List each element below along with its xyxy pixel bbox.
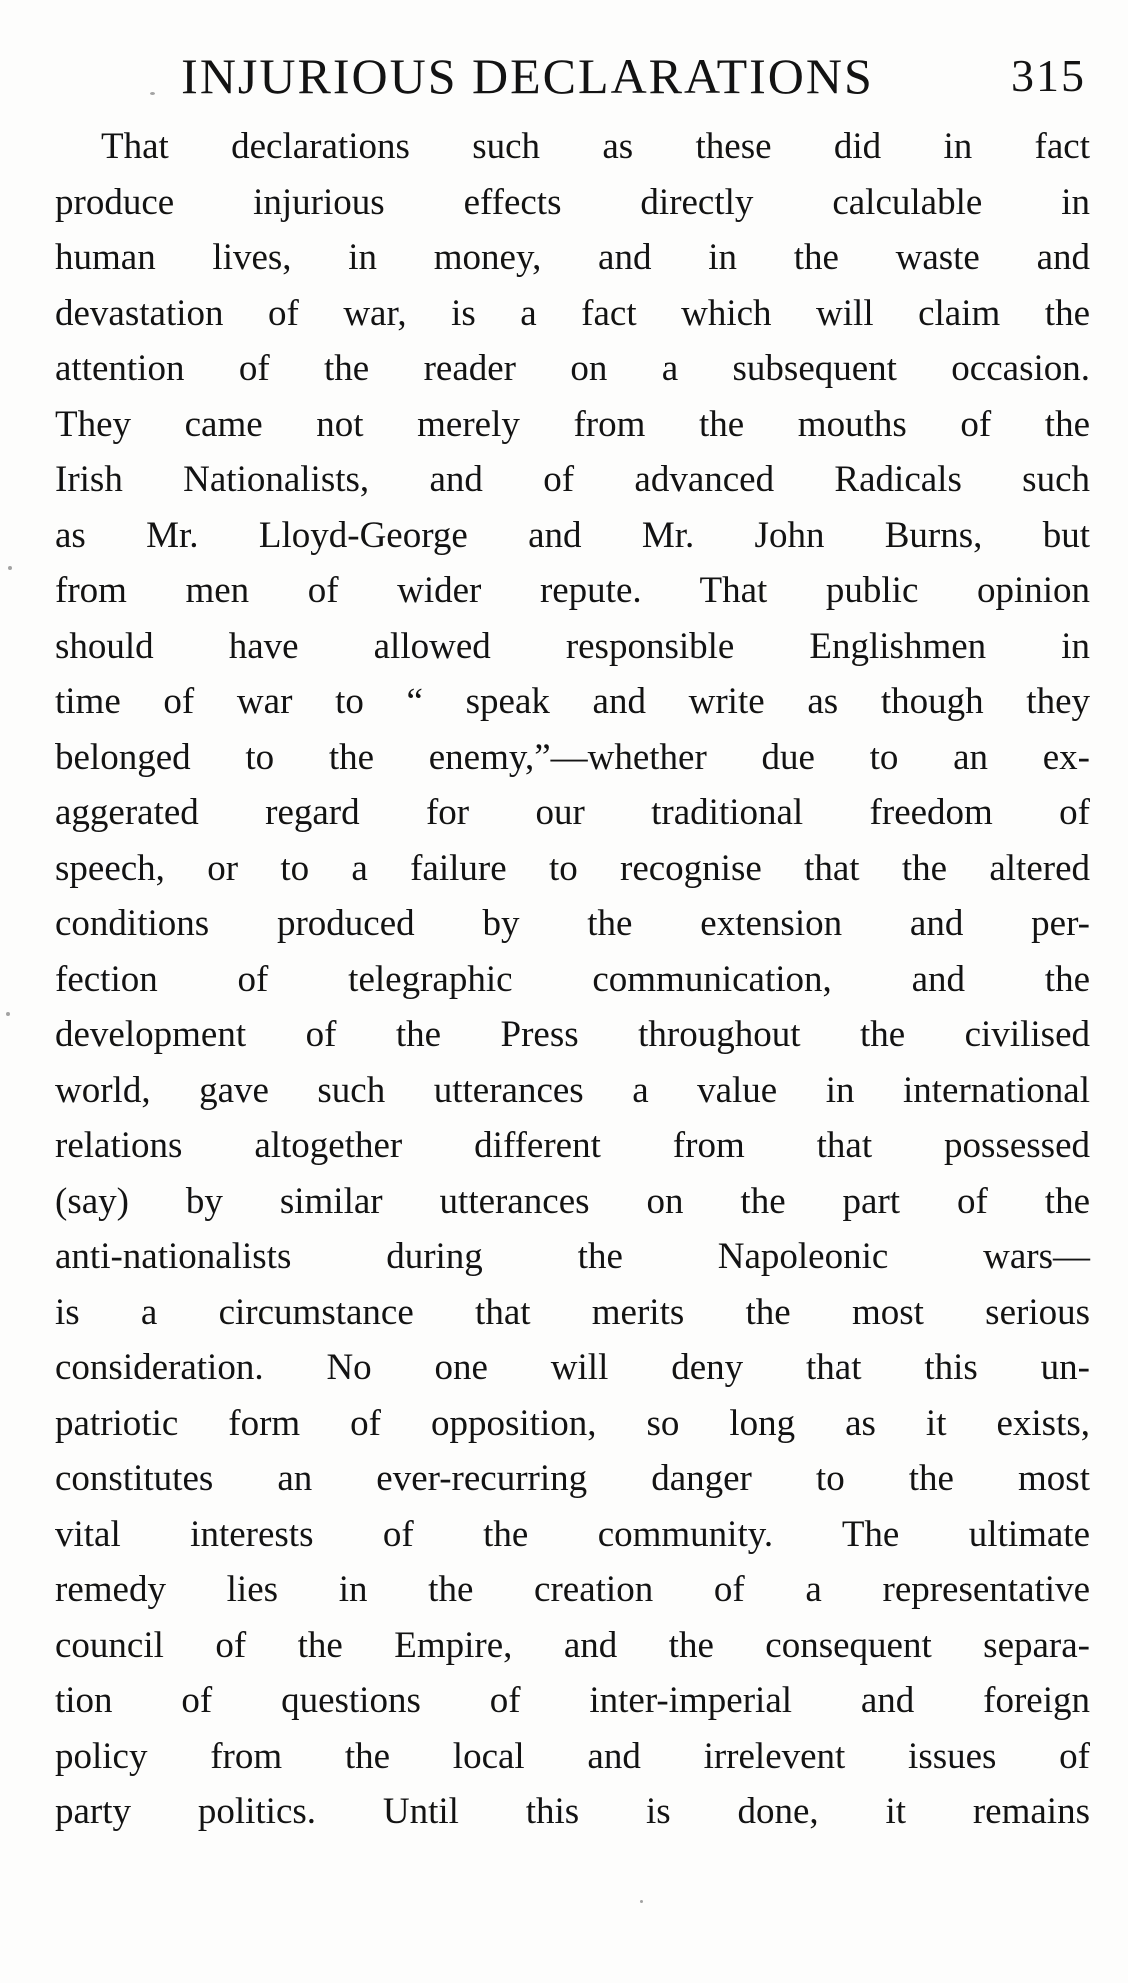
text-block: [55, 119, 1090, 1840]
text-line: human lives, in money, and in the waste and: [55, 237, 1090, 278]
text-line: conditions produced by the extension and per-: [55, 903, 1090, 944]
text-line: That declarations such as these did in fact: [101, 126, 1090, 167]
text-line: is a circumstance that merits the most serious: [55, 1291, 1090, 1333]
text-line: world, gave such utterances a value in international: [55, 1069, 1090, 1111]
text-line: remedy lies in the creation of a representative: [55, 1569, 1090, 1610]
text-line: policy from the local and irrelevent issues of: [55, 1735, 1090, 1777]
scan-speck: [8, 566, 12, 570]
text-line: aggerated regard for our traditional freedom of: [55, 792, 1090, 833]
text-line: Irish Nationalists, and of advanced Radicals such: [55, 459, 1090, 500]
text-line: as Mr. Lloyd-George and Mr. John Burns, but: [55, 514, 1090, 556]
text-line: from men of wider repute. That public opinion: [55, 570, 1090, 611]
scan-speck: [6, 1012, 10, 1016]
text-line: development of the Press throughout the civilised: [55, 1014, 1090, 1055]
text-line: consideration. No one will deny that this un-: [55, 1347, 1090, 1388]
text-line: fection of telegraphic communication, and the: [55, 958, 1090, 1000]
text-line: devastation of war, is a fact which will claim the: [55, 292, 1090, 334]
text-line: speech, or to a failure to recognise that the altered: [55, 847, 1090, 889]
running-title: INJURIOUS DECLARATIONS: [181, 48, 874, 104]
page-number: 315: [1011, 50, 1086, 101]
text-line: council of the Empire, and the consequent separa-: [55, 1624, 1090, 1666]
text-line: anti-nationalists during the Napoleonic wars—: [55, 1236, 1090, 1277]
text-line: belonged to the enemy,”—whether due to an ex-: [55, 736, 1090, 778]
text-line: relations altogether different from that possessed: [55, 1125, 1090, 1166]
text-line: time of war to “ speak and write as though they: [55, 681, 1090, 722]
text-line: produce injurious effects directly calculable in: [55, 181, 1090, 223]
text-line: patriotic form of opposition, so long as it exists,: [55, 1402, 1090, 1444]
text-line: should have allowed responsible Englishmen in: [55, 625, 1090, 667]
text-line: (say) by similar utterances on the part of the: [55, 1180, 1090, 1222]
text-line: party politics. Until this is done, it remains: [55, 1791, 1090, 1832]
page-header: [55, 48, 1090, 104]
text-line: vital interests of the community. The ultimate: [55, 1513, 1090, 1555]
scan-speck: [640, 1900, 643, 1903]
text-line: They came not merely from the mouths of the: [55, 403, 1090, 445]
text-line: constitutes an ever-recurring danger to the most: [55, 1458, 1090, 1499]
scan-speck: [150, 92, 155, 95]
text-line: attention of the reader on a subsequent occasion.: [55, 348, 1090, 389]
text-line: tion of questions of inter-imperial and foreign: [55, 1680, 1090, 1721]
